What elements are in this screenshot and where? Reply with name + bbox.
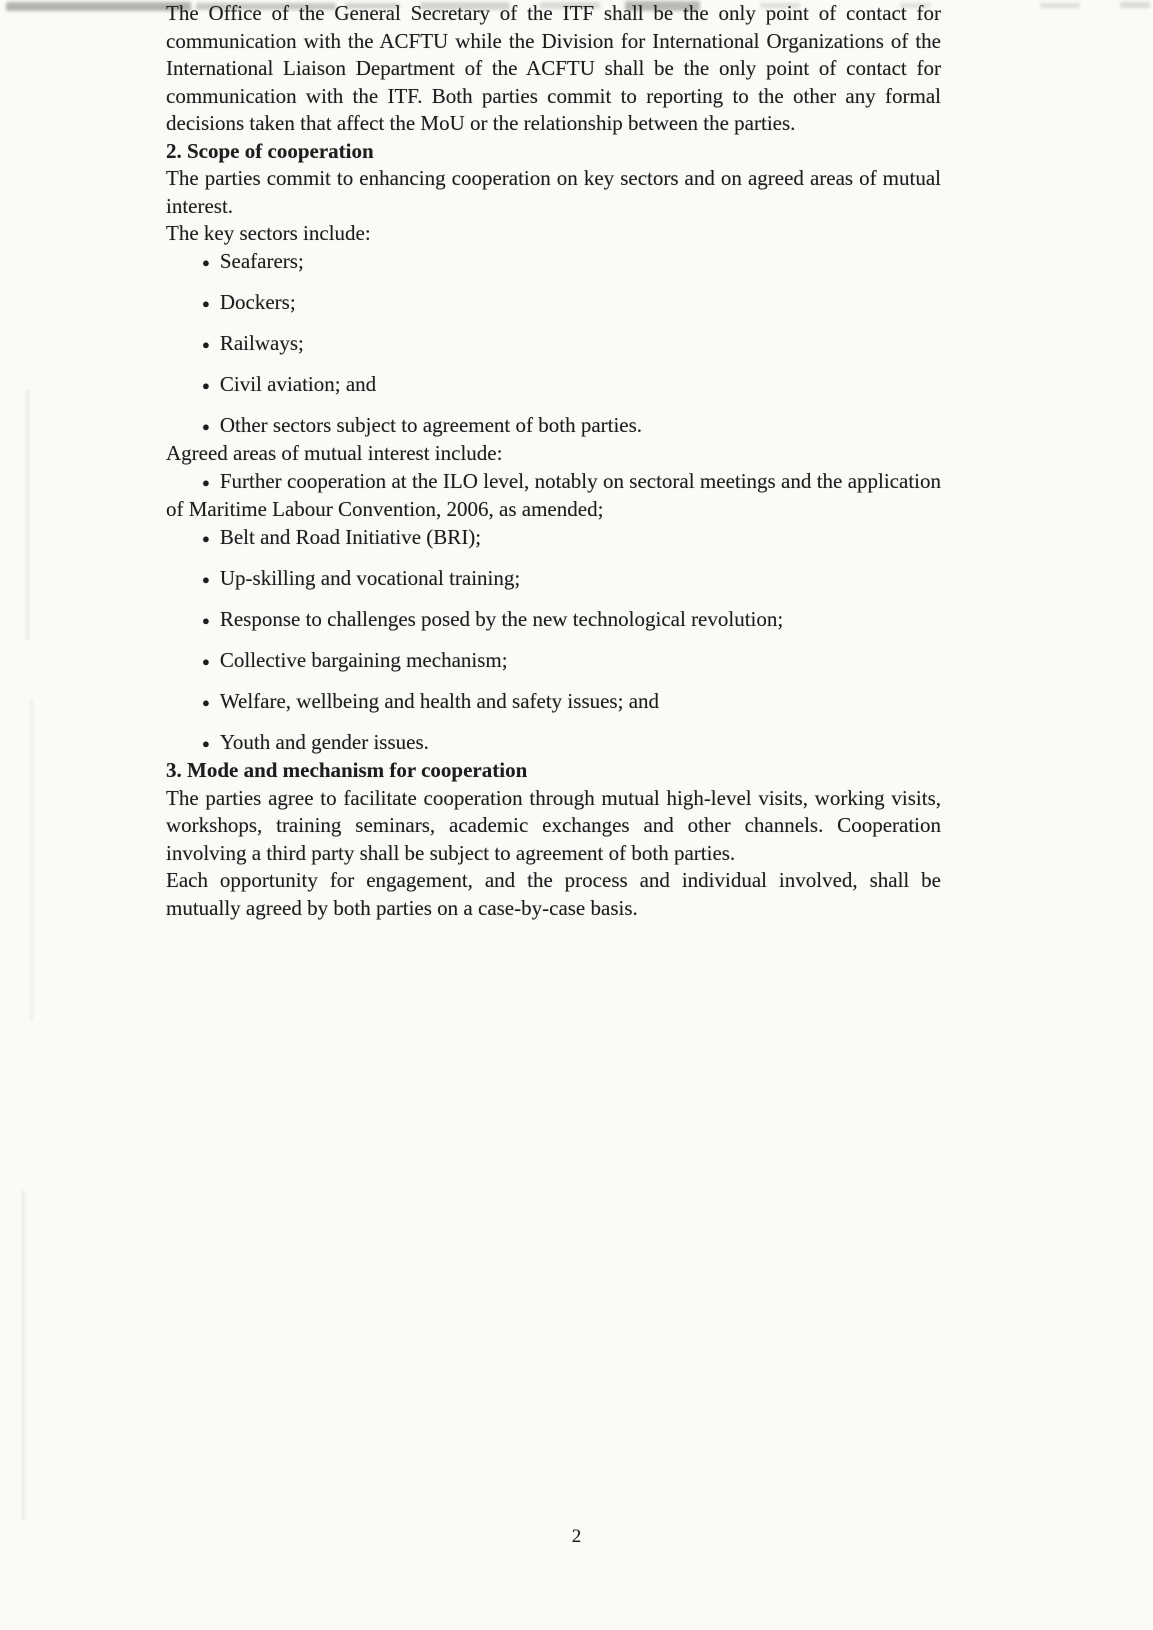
bullet-icon: ● [202, 653, 210, 669]
scan-streak [22, 1190, 25, 1520]
key-sectors-list [166, 248, 941, 441]
list-item-text: Welfare, wellbeing and health and safety issues; and [219, 688, 660, 713]
scan-smudge [1040, 3, 1080, 8]
list-item-text: Seafarers; [219, 248, 304, 273]
list-item [166, 606, 941, 635]
list-item [166, 412, 941, 441]
bullet-icon: ● [202, 336, 210, 352]
list-item [166, 565, 941, 594]
list-item [166, 330, 941, 359]
list-item [166, 688, 941, 717]
page-number: 2 [571, 1526, 582, 1547]
bullet-icon: ● [202, 571, 210, 587]
section-2-heading: 2. Scope of cooperation [166, 138, 374, 163]
bullet-icon: ● [202, 418, 210, 434]
list-item-text: Railways; [219, 330, 304, 355]
list-item [166, 248, 941, 277]
list-item-text: Other sectors subject to agreement of both parties. [219, 412, 643, 437]
bullet-icon: ● [202, 694, 210, 710]
list-item-text: Response to challenges posed by the new technological revolution; [219, 606, 784, 631]
bullet-icon: ● [202, 530, 210, 546]
bullet-icon: ● [202, 377, 210, 393]
agreed-areas-label: Agreed areas of mutual interest include: [166, 441, 503, 465]
bullet-icon: ● [202, 254, 210, 270]
key-sectors-label: The key sectors include: [166, 221, 371, 245]
list-item [166, 289, 941, 318]
list-item-text: Belt and Road Initiative (BRI); [219, 524, 482, 549]
paragraph-mode-2: Each opportunity for engagement, and the process and individual involved, shall be mutually agreed by both parties on a case-by-case basis. [166, 868, 941, 920]
list-item-text: Further cooperation at the ILO level, notably on sectoral meetings and the application of Maritime Labour Convention, 2006, as amended; [166, 468, 941, 521]
list-item-text: Youth and gender issues. [219, 729, 429, 754]
bullet-icon: ● [202, 735, 210, 751]
paragraph-point-of-contact: The Office of the General Secretary of the ITF shall be the only point of contact for communication with the ACFTU while the Division for International Organizations of the International Liaison Department of the ACFTU shall be the only point of contact for communication with the ITF. Both parties commit to reporting to the other any formal decisions taken that affect the MoU or the relationship between the parties. [166, 1, 941, 135]
list-item [166, 729, 941, 758]
page-content [166, 0, 941, 922]
bullet-icon: ● [202, 612, 210, 628]
list-item-text: Collective bargaining mechanism; [219, 647, 508, 672]
scan-streak [30, 700, 33, 1020]
section-3-heading: 3. Mode and mechanism for cooperation [166, 758, 528, 782]
list-item [166, 371, 941, 400]
agreed-areas-list [166, 524, 941, 758]
list-item-text: Civil aviation; and [219, 371, 377, 396]
bullet-icon: ● [202, 295, 210, 311]
scan-smudge [1120, 2, 1150, 8]
scan-streak [26, 390, 29, 640]
scan-smudge [6, 2, 191, 11]
list-item-text: Up-skilling and vocational training; [219, 565, 521, 590]
list-item [166, 647, 941, 676]
agreed-area-item-first [166, 468, 941, 524]
paragraph-mode-1: The parties agree to facilitate cooperation through mutual high-level visits, working visits, workshops, training seminars, academic exchanges and other channels. Cooperation involving a third party shall be subject to agreement of both parties. [166, 785, 941, 865]
bullet-icon: ● [202, 474, 210, 490]
list-item [166, 524, 941, 553]
list-item-text: Dockers; [219, 289, 296, 314]
paragraph-scope-intro: The parties commit to enhancing cooperation on key sectors and on agreed areas of mutual interest. [166, 166, 941, 218]
